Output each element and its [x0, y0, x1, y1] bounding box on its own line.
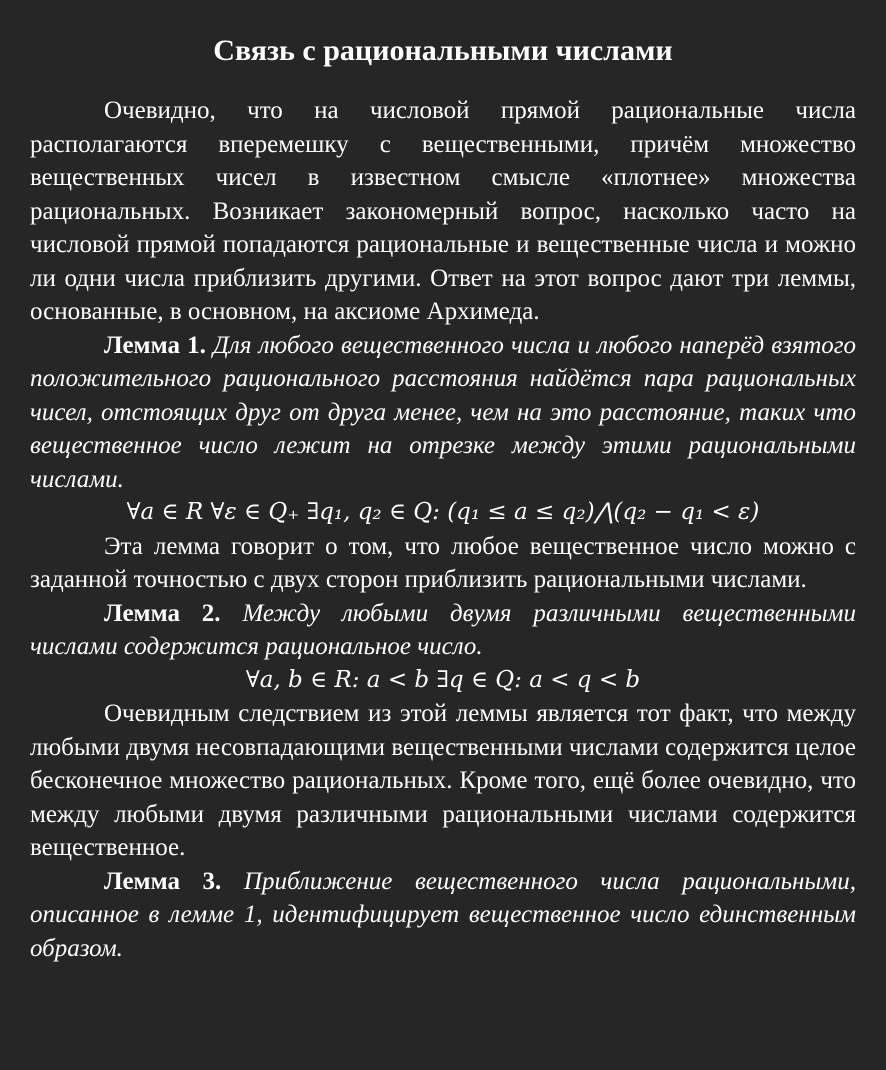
lemma-3-text: Приближение вещественного числа рациональными, описанное в лемме 1, идентифицирует вещественное число единственным образом.: [30, 867, 856, 962]
section-title: Связь с рациональными числами: [213, 34, 673, 67]
lemma-2-formula: ∀a, b ∈ R: a < b ∃q ∈ Q: a < q < b: [245, 666, 641, 693]
lemma-1-explanation: Эта лемма говорит о том, что любое вещественное число можно с заданной точностью с двух сторон приблизить рациональными числами.: [30, 532, 856, 593]
lemma-1-text: Для любого вещественного числа и любого наперёд взятого положительного рационального расстояния найдётся пара рациональных чисел, отстоящих друг от друга менее, чем на это расстояние, таких что вещественное число лежит на отрезке между этими рациональными числами.: [30, 331, 857, 493]
intro-paragraph: Очевидно, что на числовой прямой рациональные числа располагаются вперемешку с вещественными, причём множество вещественных чисел в известном смысле «плотнее» множества рациональных. Возникает закономерный вопрос, насколько часто на числовой прямой попадаются рациональные и вещественные числа и можно ли одни числа приблизить другими. Ответ на этот вопрос дают три леммы, основанные, в основном, на аксиоме Архимеда.: [30, 97, 856, 325]
document-body: [30, 94, 856, 965]
lemma-1: [30, 329, 856, 497]
lemma-3-label: Лемма 3.: [104, 867, 222, 895]
lemma-1-label: Лемма 1.: [104, 331, 206, 359]
lemma-3: [30, 865, 856, 966]
lemma-2-corollary: Очевидным следствием из этой леммы является тот факт, что между любыми двумя несовпадающими вещественными числами содержится целое бесконечное множество рациональных. Кроме того, ещё более очевидно, что между любыми двумя различными рациональными числами содержится вещественное.: [30, 700, 856, 861]
lemma-2-label: Лемма 2.: [104, 599, 221, 627]
lemma-1-formula: ∀a ∈ R ∀ε ∈ Q₊ ∃q₁, q₂ ∈ Q: (q₁ ≤ a ≤ q₂)⋀(q₂ − q₁ < ε): [126, 499, 760, 525]
lemma-2-text: Между любыми двумя различными вещественными числами содержится рациональное число.: [30, 599, 856, 660]
lemma-2: [30, 597, 856, 664]
